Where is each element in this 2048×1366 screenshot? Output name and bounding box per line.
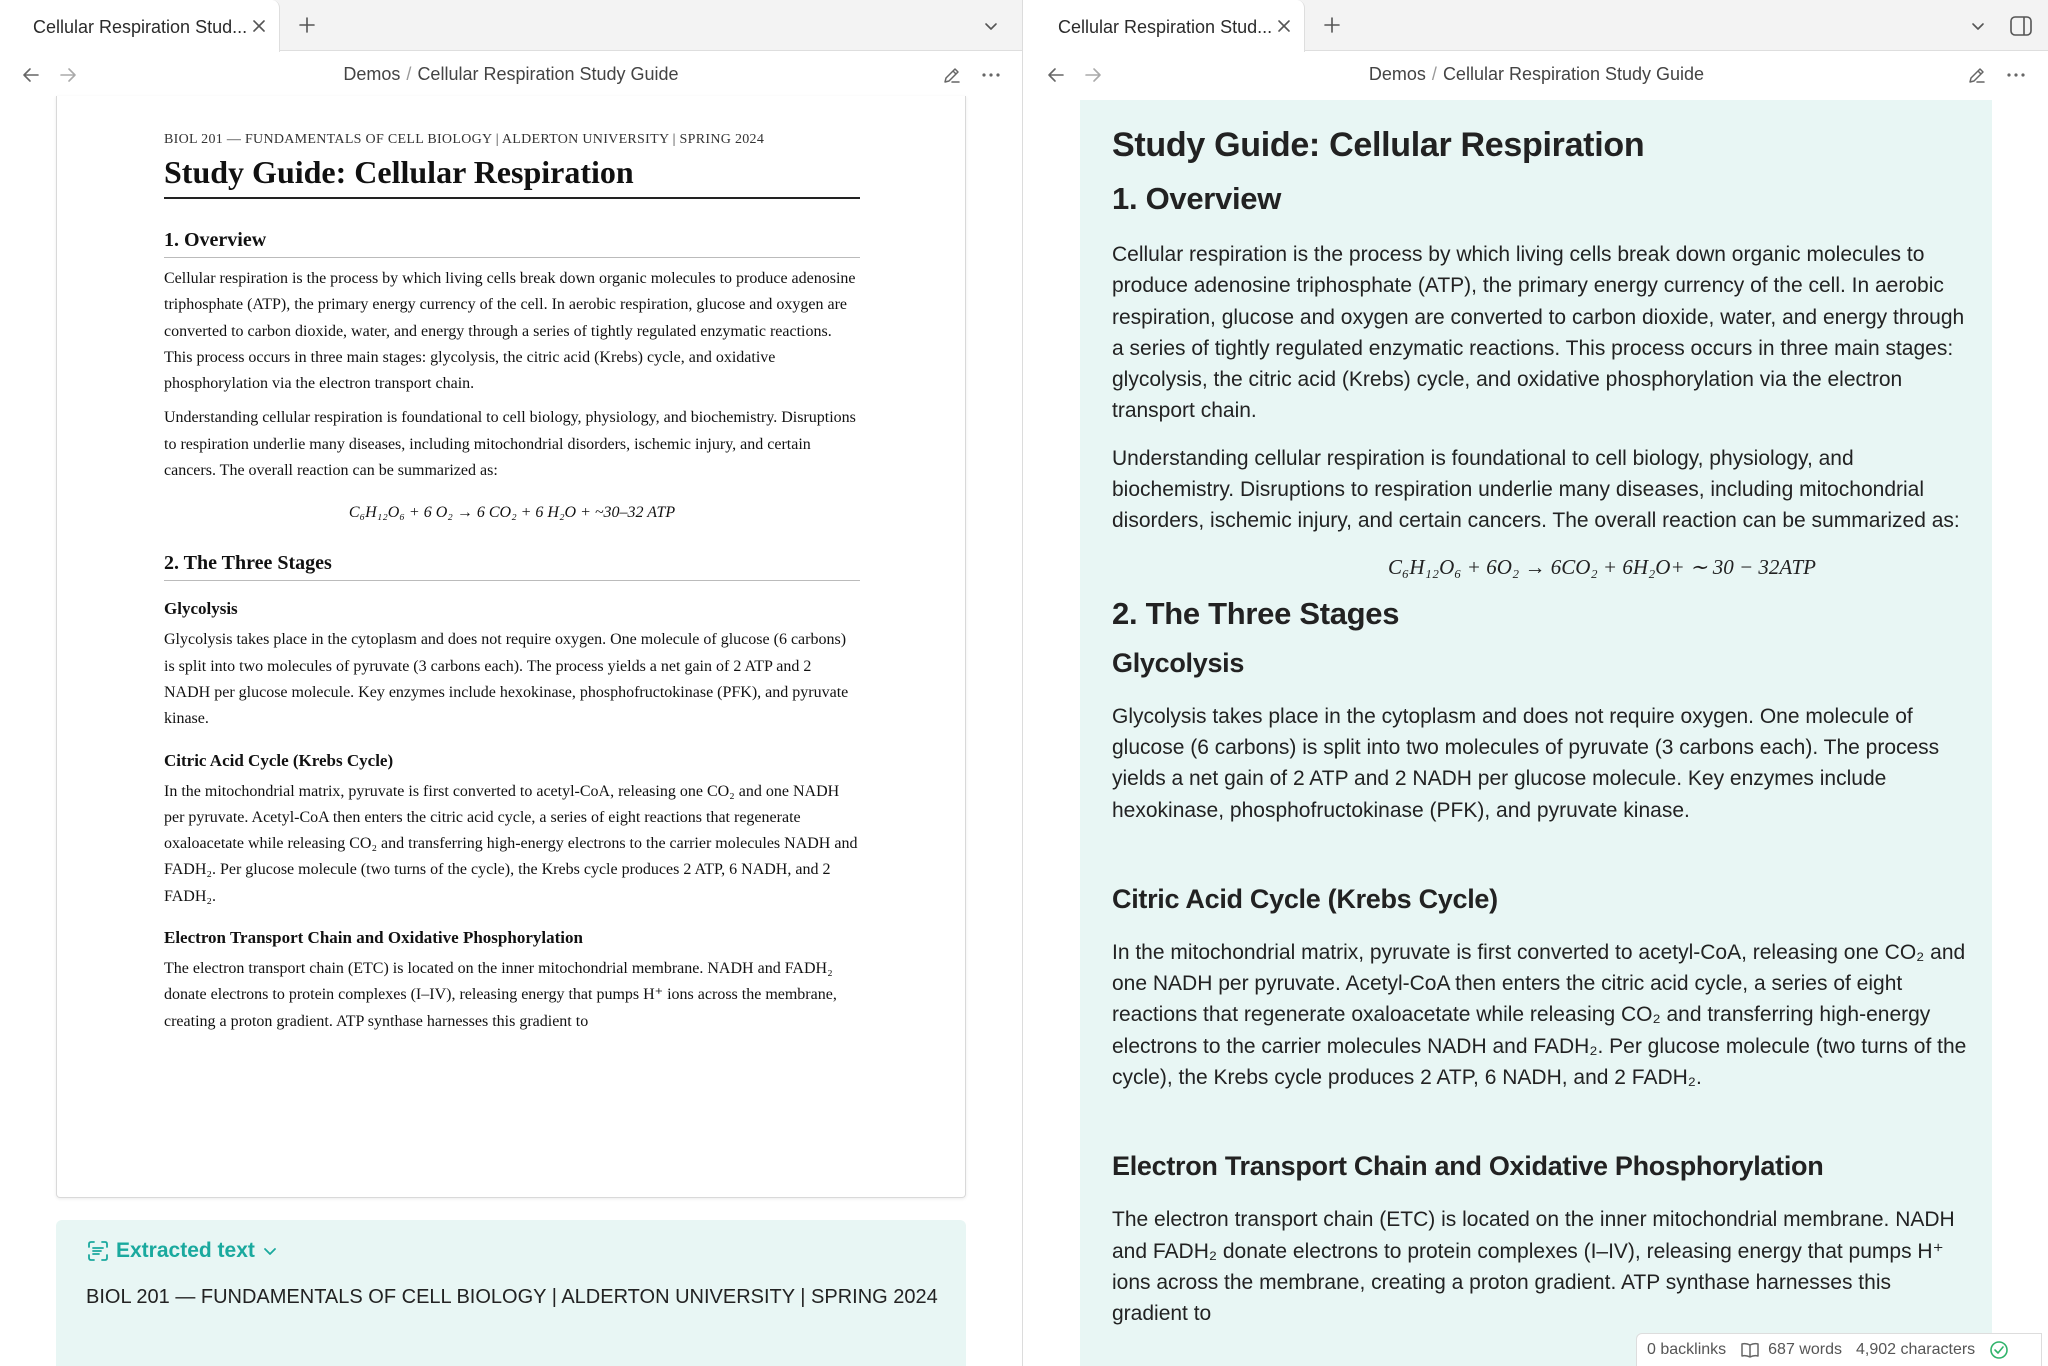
pdf-krebs-heading: Citric Acid Cycle (Krebs Cycle) <box>164 750 394 770</box>
breadcrumb-file[interactable]: Cellular Respiration Study Guide <box>1442 64 1705 84</box>
breadcrumb-separator: / <box>406 64 412 84</box>
tab-active[interactable] <box>1025 0 1305 52</box>
pdf-page <box>56 96 966 1198</box>
pdf-glycolysis-heading: Glycolysis <box>164 599 238 619</box>
more-horizontal-icon[interactable] <box>2004 64 2028 86</box>
md-etc-paragraph: The electron transport chain (ETC) is located on the inner mitochondrial membrane. NADH and FADH₂ donate electrons to protein complexes (I–IV), releasing energy that pumps H⁺ ions across the membrane, creating a proton gradient. ATP synthase harnesses this gradient to <box>1112 1208 1955 1326</box>
scan-text-icon <box>86 1239 110 1263</box>
md-section-stages-heading: 2. The Three Stages <box>1112 595 1400 631</box>
chevron-down-icon[interactable] <box>981 16 1001 36</box>
md-krebs-paragraph: In the mitochondrial matrix, pyruvate is first converted to acetyl-CoA, releasing one CO₂ and one NADH per pyruvate. Acetyl-CoA then enters the citric acid cycle, a series of eight reactions that regenerate oxaloacetate while releasing CO₂ and transferring high-energy electrons to the carrier molecules NADH and FADH₂. Per glucose molecule (two turns of the cycle), the Krebs cycle produces 2 ATP, 6 NADH, and 2 FADH₂. <box>1112 940 1967 1090</box>
more-horizontal-icon[interactable] <box>979 64 1003 86</box>
character-count: 4,902 characters <box>1855 1341 1976 1358</box>
breadcrumb-file[interactable]: Cellular Respiration Study Guide <box>417 64 679 84</box>
pdf-section-overview-heading: 1. Overview <box>164 229 860 258</box>
tab-active[interactable] <box>0 0 280 52</box>
pdf-title: Study Guide: Cellular Respiration <box>164 154 860 199</box>
chevron-down-icon <box>261 1242 279 1260</box>
tab-bar <box>1025 0 2048 51</box>
chevron-down-icon[interactable] <box>1968 16 1988 36</box>
nav-bar <box>1025 52 2048 98</box>
pdf-section-stages-heading: 2. The Three Stages <box>164 552 860 581</box>
pencil-icon[interactable] <box>941 64 963 86</box>
pdf-content <box>164 132 860 1035</box>
tab-title: Cellular Respiration Stud... <box>1058 17 1273 37</box>
breadcrumb <box>0 64 1022 85</box>
breadcrumb-separator: / <box>1431 64 1437 84</box>
status-bar <box>1636 1333 2042 1366</box>
backlinks-count[interactable]: 0 backlinks <box>1647 1341 1727 1358</box>
markdown-editor[interactable] <box>1080 100 1992 1366</box>
word-count: 687 words <box>1768 1341 1842 1358</box>
md-title: Study Guide: Cellular Respiration <box>1112 126 1645 164</box>
breadcrumb-folder[interactable]: Demos <box>343 64 401 84</box>
extracted-text-label: Extracted text <box>116 1239 255 1262</box>
pdf-etc-paragraph: The electron transport chain (ETC) is located on the inner mitochondrial membrane. NADH and FADH₂ donate electrons to protein complexes (I–IV), releasing energy that pumps H⁺ ions across the membrane, creating a proton gradient. ATP synthase harnesses this gradient to <box>164 960 837 1030</box>
md-overview-paragraph-2: Understanding cellular respiration is foundational to cell biology, physiology, and biochemistry. Disruptions to respiration underlie many diseases, including mitochondrial disorders, ischemic injury, and certain cancers. The overall reaction can be summarized as: <box>1112 446 1960 533</box>
plus-icon[interactable] <box>1321 14 1343 36</box>
tab-title: Cellular Respiration Stud... <box>33 17 248 37</box>
book-open-icon[interactable] <box>1740 1341 1760 1359</box>
left-pane <box>0 0 1023 1366</box>
close-icon[interactable] <box>1274 16 1294 36</box>
extracted-text-toggle[interactable] <box>86 1236 279 1266</box>
pdf-overview-paragraph-1: Cellular respiration is the process by which living cells break down organic molecules to produce adenosine triphosphate (ATP), the primary energy currency of the cell. In aerobic respiration, glucose and oxygen are converted to carbon dioxide, water, and energy through a series of tightly regulated enzymatic reactions. This process occurs in three main stages: glycolysis, the citric acid (Krebs) cycle, and oxidative phosphorylation via the electron transport chain. <box>164 270 856 393</box>
pdf-overview-paragraph-2: Understanding cellular respiration is foundational to cell biology, physiology, and biochemistry. Disruptions to respiration underlie many diseases, including mitochondrial disorders, ischemic injury, and certain cancers. The overall reaction can be summarized as: <box>164 409 856 480</box>
sidebar-toggle-icon[interactable] <box>2008 13 2034 39</box>
md-etc-heading: Electron Transport Chain and Oxidative Phosphorylation <box>1112 1151 1824 1182</box>
pdf-course-header: BIOL 201 — FUNDAMENTALS OF CELL BIOLOGY | ALDERTON UNIVERSITY | SPRING 2024 <box>164 132 765 147</box>
pencil-icon[interactable] <box>1966 64 1988 86</box>
plus-icon[interactable] <box>296 14 318 36</box>
pdf-equation: C₆H₁₂O₆ + 6 O₂ → 6 CO₂ + 6 H₂O + ~30–32 ATP <box>348 504 676 522</box>
nav-bar <box>0 52 1022 98</box>
pdf-glycolysis-paragraph: Glycolysis takes place in the cytoplasm and does not require oxygen. One molecule of glucose (6 carbons) is split into two molecules of pyruvate (3 carbons each). The process yields a net gain of 2 ATP and 2 NADH per glucose molecule. Key enzymes include hexokinase, phosphofructokinase (PFK), and pyruvate kinase. <box>164 631 849 728</box>
check-circle-icon[interactable] <box>1989 1340 2009 1360</box>
md-glycolysis-paragraph: Glycolysis takes place in the cytoplasm and does not require oxygen. One molecule of glucose (6 carbons) is split into two molecules of pyruvate (3 carbons each). The process yields a net gain of 2 ATP and 2 NADH per glucose molecule. Key enzymes include hexokinase, phosphofructokinase (PFK), and pyruvate kinase. <box>1112 704 1940 822</box>
pdf-krebs-paragraph: In the mitochondrial matrix, pyruvate is first converted to acetyl-CoA, releasing one CO₂ and one NADH per pyruvate. Acetyl-CoA then enters the citric acid cycle, a series of eight reactions that regenerate oxaloacetate while releasing CO₂ and transferring high-energy electrons to the carrier molecules NADH and FADH₂. Per glucose molecule (two turns of the cycle), the Krebs cycle produces 2 ATP, 6 NADH, and 2 FADH₂. <box>164 782 858 905</box>
md-krebs-heading: Citric Acid Cycle (Krebs Cycle) <box>1112 883 1498 914</box>
md-overview-paragraph-1: Cellular respiration is the process by which living cells break down organic molecules to produce adenosine triphosphate (ATP), the primary energy currency of the cell. In aerobic respiration, glucose and oxygen are converted to carbon dioxide, water, and energy through a series of tightly regulated enzymatic reactions. This process occurs in three main stages: glycolysis, the citric acid (Krebs) cycle, and oxidative phosphorylation via the electron transport chain. <box>1112 243 1965 423</box>
right-pane <box>1025 0 2048 1366</box>
md-equation: C₆H₁₂O₆ + 6O₂ → 6CO₂ + 6H₂O+ ∼ 30 − 32ATP <box>1388 554 1816 579</box>
md-glycolysis-heading: Glycolysis <box>1112 647 1245 678</box>
extracted-text-panel <box>56 1220 966 1366</box>
extracted-text-content: BIOL 201 — FUNDAMENTALS OF CELL BIOLOGY | ALDERTON UNIVERSITY | SPRING 2024 <box>86 1286 938 1308</box>
close-icon[interactable] <box>249 16 269 36</box>
pdf-etc-heading: Electron Transport Chain and Oxidative Phosphorylation <box>164 928 583 948</box>
markdown-content <box>1112 126 1972 1330</box>
md-section-overview-heading: 1. Overview <box>1112 181 1282 216</box>
breadcrumb <box>1025 64 2048 85</box>
tab-bar <box>0 0 1022 51</box>
breadcrumb-folder[interactable]: Demos <box>1368 64 1426 84</box>
